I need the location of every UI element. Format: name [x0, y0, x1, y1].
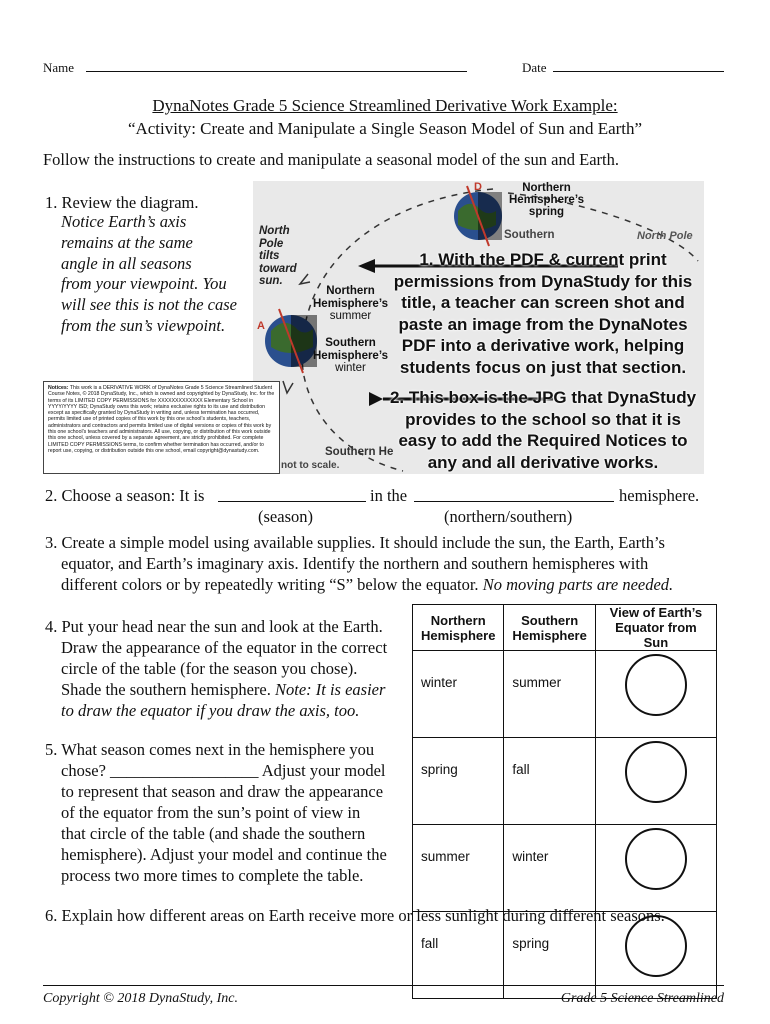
label-a: A: [257, 320, 265, 332]
footer-copyright: Copyright © 2018 DynaStudy, Inc.: [43, 991, 238, 1006]
sh-winter-label: Southern Hemisphere’s winter: [313, 337, 388, 374]
equator-drawing-circle[interactable]: [625, 741, 687, 803]
north-pole-tilt-label: North Pole tilts toward sun.: [259, 225, 297, 287]
header-view: View of Earth’s Equator from Sun: [595, 605, 716, 651]
name-line[interactable]: [86, 71, 467, 72]
page-title-line1: DynaNotes Grade 5 Science Streamlined Derivative Work Example:: [152, 96, 618, 115]
earth-spring-globe: [454, 186, 502, 246]
name-label: Name: [43, 60, 75, 75]
required-notice-box: [43, 381, 280, 474]
season-diagram: [253, 181, 704, 474]
step5-line3: to represent that season and draw the appearance: [61, 782, 384, 801]
cell-southern: fall: [504, 738, 595, 825]
hemisphere-blank[interactable]: [414, 501, 614, 502]
step5-line5: that circle of the table (and shade the southern: [61, 824, 366, 843]
step6-text: 6. Explain how different areas on Earth receive more or less sunlight during different seasons.: [45, 906, 665, 925]
cell-view: [595, 738, 716, 825]
page-title-line2: “Activity: Create and Manipulate a Single Season Model of Sun and Earth”: [127, 119, 643, 138]
step5-line4: of the equator from the sun’s point of view in: [61, 803, 361, 822]
step5-line2: chose? __________________ Adjust your model: [61, 761, 386, 780]
step2-text-a: 2. Choose a season: It is: [45, 486, 205, 505]
southern-bottom-label: Southern He: [325, 446, 394, 458]
step4-line3: circle of the table (for the season you chose).: [61, 659, 358, 678]
cell-southern: winter: [504, 825, 595, 912]
step2-text-b: in the: [370, 486, 408, 505]
cell-view: [595, 651, 716, 738]
step4-line5: to draw the equator if you draw the axis, too.: [61, 701, 360, 720]
step3-line1: 3. Create a simple model using available supplies. It should include the sun, the Earth, Earth’s: [45, 533, 665, 552]
step5-line6: hemisphere). Adjust your model and continue the: [61, 845, 387, 864]
step3-line2: equator, and Earth’s imaginary axis. Identify the northern and southern hemispheres with: [61, 554, 649, 573]
step1-notes: Notice Earth’s axis remains at the same angle in all seasons from your viewpoint. You will see this is not the case from the sun’s viewpoint.: [61, 212, 237, 335]
cell-southern: summer: [504, 651, 595, 738]
notice-heading: Notices:: [48, 385, 69, 391]
cell-northern: summer: [413, 825, 504, 912]
date-line[interactable]: [553, 71, 724, 72]
footer-rule: [43, 985, 724, 986]
step5-line7: process two more times to complete the table.: [61, 866, 364, 885]
step4-line1: 4. Put your head near the sun and look at the Earth.: [45, 617, 383, 636]
intro-text: Follow the instructions to create and manipulate a seasonal model of the sun and Earth.: [43, 150, 619, 169]
step3-line3: different colors or by repeatedly writing “S” below the equator. No moving parts are needed.: [61, 575, 674, 594]
cell-northern: spring: [413, 738, 504, 825]
label-d: D: [474, 181, 482, 193]
not-to-scale-label: not to scale.: [281, 460, 340, 471]
table-row: [413, 825, 717, 912]
step4-line2: Draw the appearance of the equator in the correct: [61, 638, 388, 657]
table-row: [413, 738, 717, 825]
step2-hemisphere-sub: (northern/southern): [444, 507, 573, 526]
date-label: Date: [522, 60, 547, 75]
southern-top-label: Southern: [504, 229, 555, 241]
header-southern: Southern Hemisphere: [504, 605, 595, 651]
callout-two: 2. This box is the JPG that DynaStudy provides to the school so that it is easy to add the Required Notices to any and all derivative works.: [389, 388, 697, 472]
table-row: [413, 651, 717, 738]
step2-text-c: hemisphere.: [619, 486, 700, 505]
season-blank[interactable]: [218, 501, 366, 502]
cell-northern: fall: [413, 912, 504, 999]
header-northern: Northern Hemisphere: [413, 605, 504, 651]
step5-line1: 5. What season comes next in the hemisphere you: [45, 740, 375, 759]
season-table: [412, 604, 717, 999]
equator-drawing-circle[interactable]: [625, 828, 687, 890]
table-header-row: [413, 605, 717, 651]
callout-one: 1. With the PDF & current print permissions from DynaStudy for this title, a teacher can screen shot and paste an image from the DynaNotes PDF into a derivative work, helping students focus on just that section.: [393, 250, 693, 377]
earth-summer-globe: [265, 309, 317, 373]
cell-southern: spring: [504, 912, 595, 999]
north-pole-right-label: North Pole: [637, 230, 693, 242]
cell-northern: winter: [413, 651, 504, 738]
notice-text: This work is a DERIVATIVE WORK of DynaNotes Grade 5 Science Streamlined Student Course Notes, © 2018 DynaStudy, Inc., which is owned and copyrighted by DynaStudy, Inc. for the terms of its LIMITED COPY PERMISSIONS for XXXXXXXXXXXXX Elementary School in YYYY/YYYY ISD; DynaStudy owns this work; retains exclusive rights to its use and distribution except as specifically granted by DynaStudy in writing and, unless termination has occurred, permits limited use of printed copies of this work by this one school’s students, teachers, administrators and contractors and permits limited use of digital versions or copies of this work by this one school’s teachers and administrators. All use, copying, or distribution of this work outside this one school, unless covered by a separate agreement, are strictly prohibited. For complete LIMITED COPY PERMISSIONS terms, to confirm whether termination has occurred, and/or to report use, copying, or distribution outside this one school, email copyright@dynastudy.com.: [48, 385, 275, 454]
footer-course: Grade 5 Science Streamlined: [560, 991, 724, 1006]
step4-line4: Shade the southern hemisphere. Note: It is easier: [61, 680, 386, 699]
nh-summer-label: Northern Hemisphere’s summer: [313, 285, 388, 322]
cell-view: [595, 825, 716, 912]
nh-spring-label: Northern Hemisphere’s spring: [509, 182, 584, 218]
step2-season-sub: (season): [258, 507, 313, 526]
step1-lead: 1. Review the diagram.: [45, 193, 199, 212]
equator-drawing-circle[interactable]: [625, 654, 687, 716]
